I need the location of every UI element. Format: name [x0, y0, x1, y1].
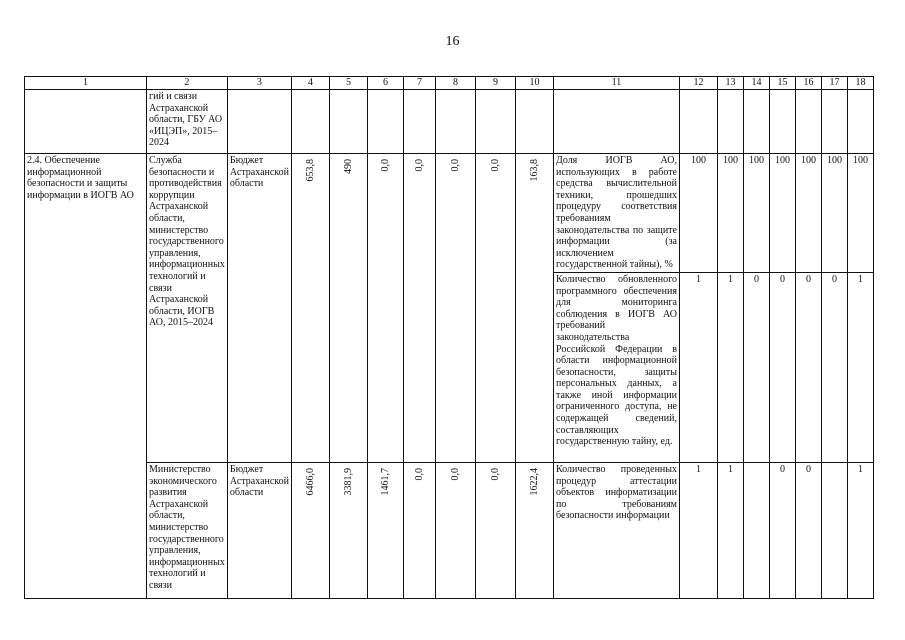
page-number: 16 — [445, 34, 460, 49]
executor-cell: Министерство экономического развития Астраханской области, министерство государственного управления, информационных технологий и связи — [147, 462, 228, 598]
header-cell: 6 — [368, 77, 404, 90]
target-cell: 0 — [796, 272, 822, 462]
target-cell: 0 — [796, 462, 822, 598]
target-cell: 1 — [718, 462, 744, 598]
value-cell: 0,0 — [449, 467, 461, 481]
value-cell: 0,0 — [413, 159, 425, 172]
header-cell: 5 — [330, 77, 368, 90]
header-cell: 18 — [848, 77, 874, 90]
executor-cell: Служба безопасности и противодействия коррупции Астраханской области, министерство государственного управления, информационных технологий и связи Астраханской области, ИОГВ АО, 2015–2024 — [147, 154, 228, 463]
target-cell: 1 — [680, 462, 718, 598]
header-cell: 12 — [680, 77, 718, 90]
target-cell: 100 — [822, 154, 848, 273]
indicator-cell: Доля ИОГВ АО, использующих в работе средства вычислительной техники, прошедших процедуру соответствия требованиям законодательства по защите информации (за исключением государственной тайны), % — [554, 154, 680, 273]
target-cell: 1 — [718, 272, 744, 462]
value-cell: 1461,7 — [379, 467, 391, 496]
header-cell: 1 — [25, 77, 147, 90]
target-cell: 100 — [848, 154, 874, 273]
source-cell: Бюджет Астраханской области — [227, 154, 291, 463]
header-cell: 8 — [436, 77, 476, 90]
target-cell: 100 — [770, 154, 796, 273]
header-cell: 2 — [147, 77, 228, 90]
target-cell: 0 — [770, 272, 796, 462]
value-cell: 490 — [342, 159, 354, 174]
value-cell: 0,0 — [379, 159, 391, 172]
target-cell — [822, 462, 848, 598]
program-table — [24, 76, 874, 599]
target-cell: 100 — [796, 154, 822, 273]
header-cell: 10 — [516, 77, 554, 90]
table-row — [25, 462, 874, 598]
header-cell: 14 — [744, 77, 770, 90]
value-cell: 0,0 — [449, 159, 461, 172]
target-cell: 0 — [770, 462, 796, 598]
value-cell: 0,0 — [413, 467, 425, 481]
source-cell: Бюджет Астраханской области — [227, 462, 291, 598]
header-cell: 16 — [796, 77, 822, 90]
target-cell: 100 — [680, 154, 718, 273]
header-cell: 9 — [476, 77, 516, 90]
target-cell — [744, 462, 770, 598]
measure-cell: 2.4. Обеспечение информационной безопасности и защиты информации в ИОГВ АО — [25, 154, 147, 599]
executor-cell: гий и связи Астраханской области, ГБУ АО «ИЦЭП», 2015–2024 — [147, 90, 228, 154]
header-cell: 13 — [718, 77, 744, 90]
table-row — [25, 154, 874, 273]
value-cell: 6466,0 — [304, 467, 316, 496]
header-cell: 17 — [822, 77, 848, 90]
header-cell: 3 — [227, 77, 291, 90]
indicator-cell: Количество обновленного программного обеспечения для мониторинга соблюдения в ИОГВ АО требований законодательства Российской Федерации в области информационной безопасности, защиты персональных данных, а также иной информации ограниченного доступа, не содержащей сведений, составляющих государственную тайну, ед. — [554, 272, 680, 462]
target-cell: 0 — [822, 272, 848, 462]
target-cell: 0 — [744, 272, 770, 462]
header-row — [25, 77, 874, 90]
target-cell: 1 — [848, 272, 874, 462]
header-cell: 4 — [292, 77, 330, 90]
target-cell: 100 — [718, 154, 744, 273]
value-cell: 0,0 — [489, 159, 501, 172]
header-cell: 15 — [770, 77, 796, 90]
value-cell: 1622,4 — [528, 467, 540, 496]
target-cell: 1 — [848, 462, 874, 598]
header-cell: 7 — [404, 77, 436, 90]
value-cell: 163,8 — [528, 159, 540, 182]
indicator-cell: Количество проведенных процедур аттестации объектов информатизации по требованиям безопасности информации — [554, 462, 680, 598]
header-cell: 11 — [554, 77, 680, 90]
target-cell: 1 — [680, 272, 718, 462]
target-cell: 100 — [744, 154, 770, 273]
table-row — [25, 90, 874, 154]
value-cell: 0,0 — [489, 467, 501, 481]
value-cell: 653,8 — [304, 159, 316, 182]
value-cell: 3381,9 — [342, 467, 354, 496]
